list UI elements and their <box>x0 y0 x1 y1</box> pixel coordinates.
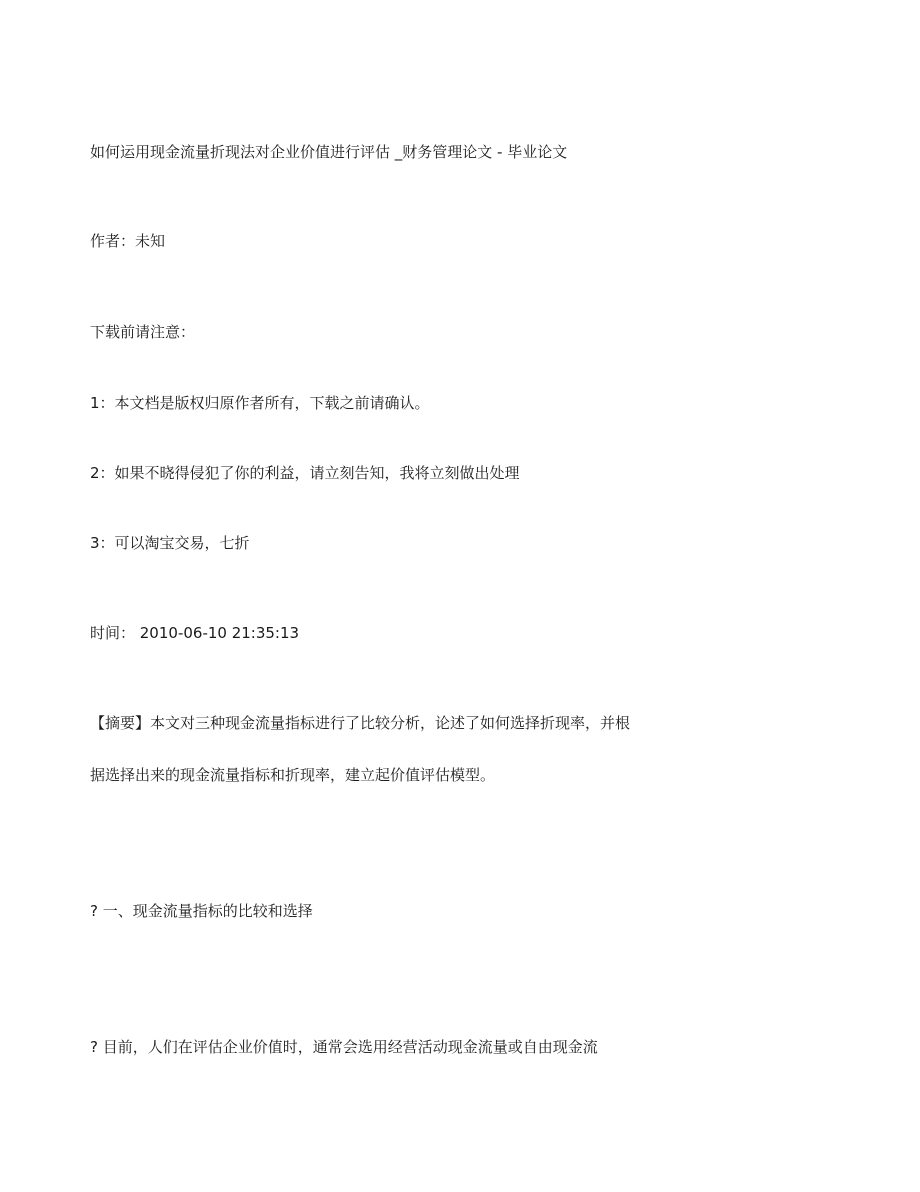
author-line: 作者：未知 <box>90 232 166 250</box>
notice-item: 2：如果不晓得侵犯了你的利益，请立刻告知，我将立刻做出处理 <box>90 464 520 482</box>
abstract-line: 【摘要】本文对三种现金流量指标进行了比较分析，论述了如何选择折现率，并根 <box>90 714 631 732</box>
section-heading: ? 一、现金流量指标的比较和选择 <box>90 902 313 920</box>
publish-time: 时间： 2010-06-10 21:35:13 <box>90 624 300 642</box>
notice-heading: 下载前请注意： <box>90 323 196 341</box>
abstract-line: 据选择出来的现金流量指标和折现率，建立起价值评估模型。 <box>90 766 496 784</box>
body-paragraph: ? 目前，人们在评估企业价值时，通常会选用经营活动现金流量或自由现金流 <box>90 1038 598 1056</box>
notice-item: 3：可以淘宝交易，七折 <box>90 534 250 552</box>
document-title: 如何运用现金流量折现法对企业价值进行评估 _财务管理论文 - 毕业论文 <box>90 143 568 161</box>
notice-item: 1：本文档是版权归原作者所有，下载之前请确认。 <box>90 394 430 412</box>
